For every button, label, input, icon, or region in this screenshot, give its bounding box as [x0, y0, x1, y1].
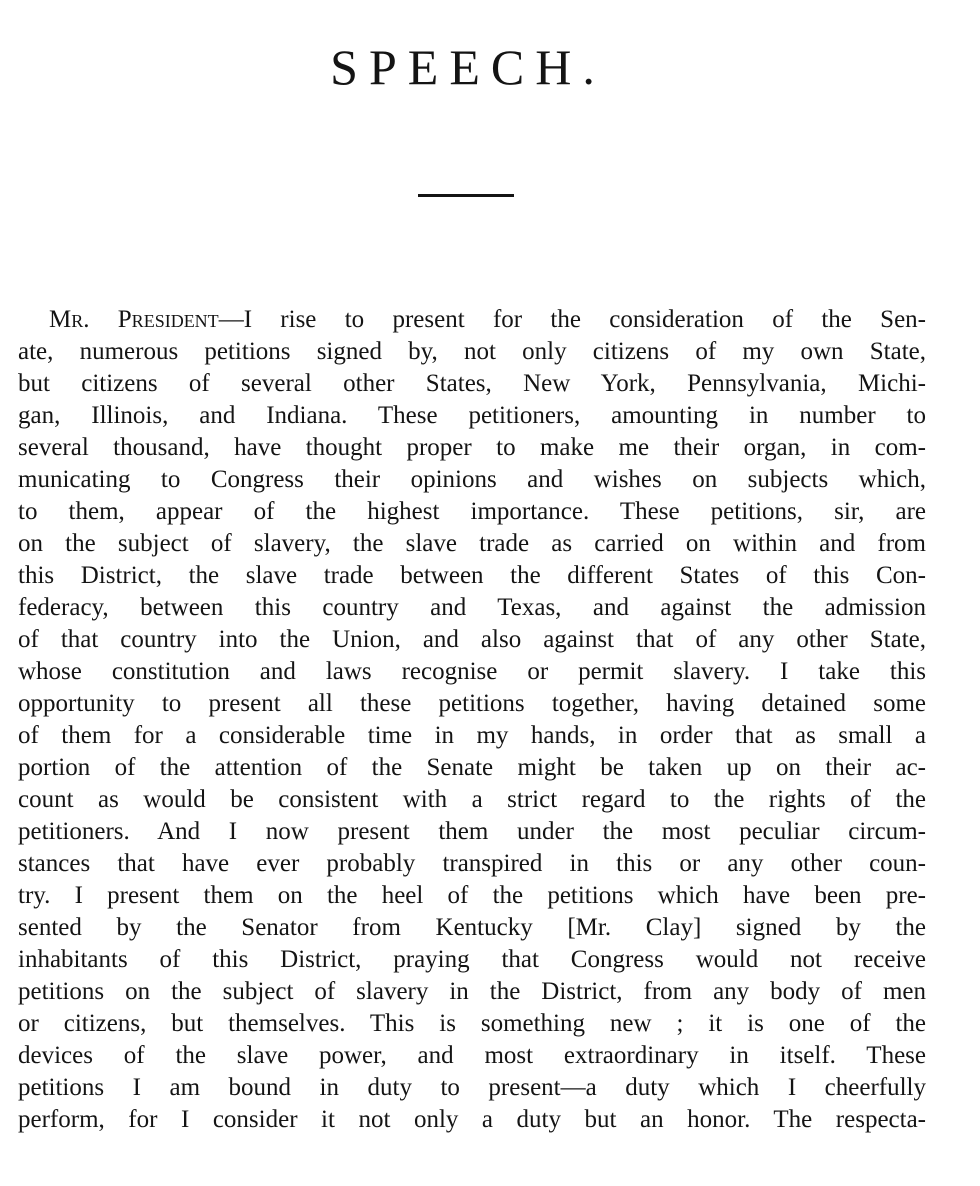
speech-body — [18, 304, 926, 1136]
text-line: of them for a considerable time in my hands, in order that as small a — [18, 722, 926, 749]
text-line: on the subject of slavery, the slave trade as carried on within and from — [18, 530, 926, 557]
text-line: devices of the slave power, and most extraordinary in itself. These — [18, 1042, 926, 1069]
text-line: petitions on the subject of slavery in the District, from any body of men — [18, 978, 926, 1005]
text-line: of that country into the Union, and also against that of any other State, — [18, 626, 926, 653]
title-divider — [418, 194, 514, 197]
text-line: or citizens, but themselves. This is something new ; it is one of the — [18, 1010, 926, 1037]
line-text: —I rise to present for the consideration of the Sen- — [218, 306, 926, 333]
text-line: whose constitution and laws recognise or permit slavery. I take this — [18, 658, 926, 685]
text-line: petitions I am bound in duty to present—a duty which I cheerfully — [18, 1074, 926, 1101]
text-line: count as would be consistent with a strict regard to the rights of the — [18, 786, 926, 813]
text-line: opportunity to present all these petitions together, having detained some — [18, 690, 926, 717]
page-title: SPEECH. — [330, 39, 606, 95]
salutation: Mr. President — [49, 306, 219, 333]
text-line: several thousand, have thought proper to make me their organ, in com- — [18, 434, 926, 461]
text-line: to them, appear of the highest importance. These petitions, sir, are — [18, 498, 926, 525]
text-line: but citizens of several other States, New York, Pennsylvania, Michi- — [18, 370, 926, 397]
text-line — [18, 304, 926, 336]
text-line: this District, the slave trade between the different States of this Con- — [18, 562, 926, 589]
text-line: federacy, between this country and Texas, and against the admission — [18, 594, 926, 621]
text-line: portion of the attention of the Senate might be taken up on their ac- — [18, 754, 926, 781]
text-line: ate, numerous petitions signed by, not only citizens of my own State, — [18, 338, 926, 365]
text-line: stances that have ever probably transpired in this or any other coun- — [18, 850, 926, 877]
text-line: perform, for I consider it not only a duty but an honor. The respecta- — [18, 1106, 926, 1133]
text-line: municating to Congress their opinions and wishes on subjects which, — [18, 466, 926, 493]
text-line: try. I present them on the heel of the petitions which have been pre- — [18, 882, 926, 909]
text-line: petitioners. And I now present them under the most peculiar circum- — [18, 818, 926, 845]
text-line: gan, Illinois, and Indiana. These petitioners, amounting in number to — [18, 402, 926, 429]
text-line: sented by the Senator from Kentucky [Mr. Clay] signed by the — [18, 914, 926, 941]
text-line: inhabitants of this District, praying that Congress would not receive — [18, 946, 926, 973]
